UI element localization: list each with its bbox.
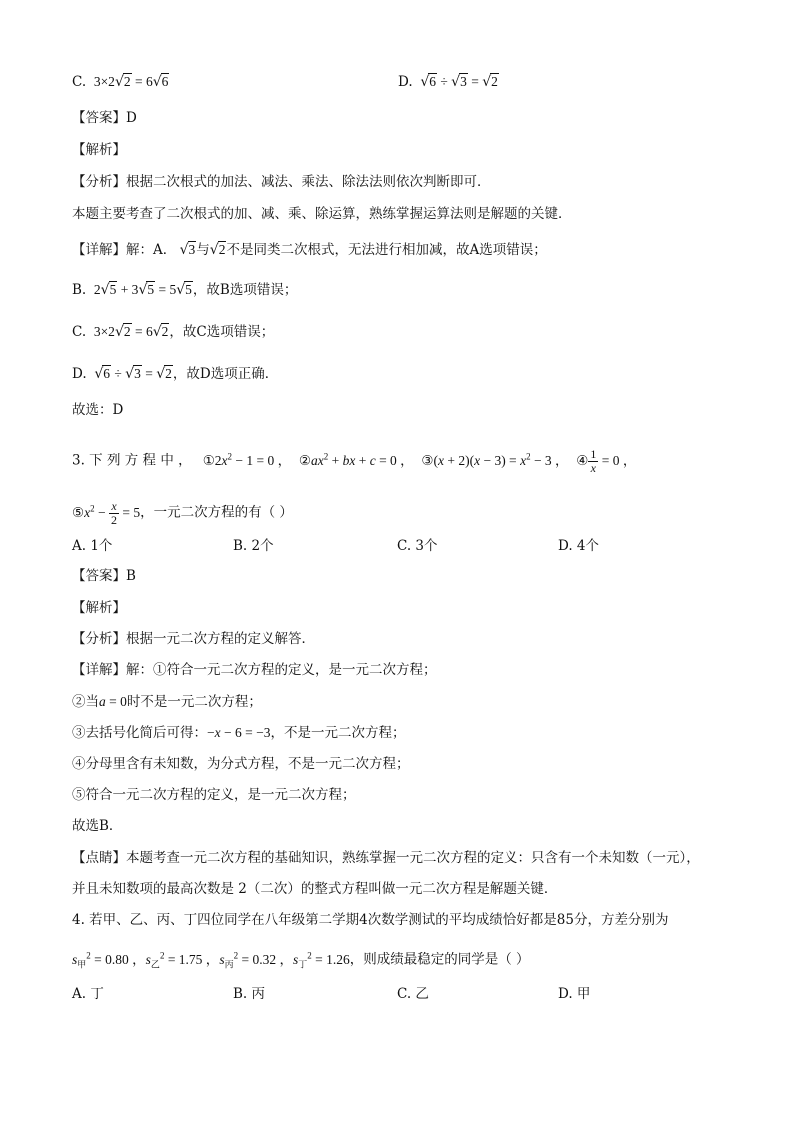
q3-detail-5 — [72, 785, 356, 805]
option-label: C. — [72, 74, 87, 90]
option-label: D. — [72, 366, 87, 382]
fenxi-text: 根据二次根式的加法、减法、乘法、除法法则依次判断即可． — [126, 174, 491, 190]
q3-option-a: A. 1个 — [72, 538, 113, 554]
equation-4: ④ $\frac{1}{x}$ = 0 ， — [572, 446, 637, 475]
conclusion-text: 故选B． — [72, 818, 123, 834]
equation-2: $②ax^2$ + bx + c = 0 ， — [295, 451, 414, 468]
question-stem: 3. 下 列 方 程 中 ， — [72, 452, 192, 469]
detail-intro: 解：A． — [126, 242, 177, 258]
math-expression: √3与√2 — [179, 242, 226, 258]
detail-text: 不是同类二次根式，无法进行相加减，故A选项错误； — [226, 242, 547, 258]
detail-tag: 【详解】 — [72, 662, 126, 678]
q3-option-b: B. 2个 — [233, 538, 274, 554]
q2-detail-d — [72, 364, 278, 384]
q2-summary — [72, 204, 572, 224]
math-expression: 3×2√2 = 6√2 — [90, 324, 169, 340]
summary-text: 本题主要考查了二次根式的加、减、乘、除运算，熟练掌握运算法则是解题的关键． — [72, 206, 572, 222]
q3-detail-1 — [72, 660, 437, 680]
equation-3: ③(x + $2)(x - 3) = x^2 - 3$ ， — [417, 451, 569, 468]
fenxi-text: 根据一元二次方程的定义解答． — [126, 631, 315, 647]
answer-value: D — [126, 110, 137, 126]
math-expression: a = 0 — [99, 694, 127, 709]
q3-option-c: C. 3个 — [397, 538, 438, 554]
q3-detail-2 — [72, 692, 262, 712]
variance-expression: $s_甲^2 = 0.80$ ，$s_乙^2 = 1.75$ ，$s_丙^2 = 0.32$ ，$s_丁^2 = 1.26$ — [72, 950, 350, 970]
dianjing-tag: 【点睛】 — [72, 850, 126, 866]
q4-option-c: C. 乙 — [397, 986, 429, 1002]
q2-detail-c — [72, 322, 274, 342]
q3-detail-3 — [72, 723, 405, 743]
dianjing-text: 本题考查一元二次方程的基础知识，熟练掌握一元二次方程的定义：只含有一个未知数（一元）， — [126, 850, 700, 866]
q2-fenxi — [72, 172, 491, 192]
q3-analysis-tag — [72, 598, 126, 618]
q2-conclusion — [72, 400, 123, 420]
q3-fenxi — [72, 629, 315, 649]
detail-text: 解：①符合一元二次方程的定义，是一元二次方程； — [126, 662, 437, 678]
question-stem: 4. 若甲、乙、丙、丁四位同学在八年级第二学期4次数学测试的平均成绩恰好都是85分，方差分别为 — [72, 912, 669, 928]
fenxi-tag: 【分析】 — [72, 174, 126, 190]
answer-tag: 【答案】 — [72, 110, 126, 126]
option-label: B. — [72, 282, 87, 298]
analysis-tag: 【解析】 — [72, 142, 126, 158]
detail-text: ，故D选项正确． — [172, 366, 279, 382]
q2-analysis-tag — [72, 140, 126, 160]
detail-text: ⑤符合一元二次方程的定义，是一元二次方程； — [72, 787, 356, 803]
q4-option-b: B. 丙 — [233, 986, 266, 1002]
q2-option-c — [72, 72, 169, 92]
option-label: D. — [398, 74, 413, 90]
math-expression: 2√5 + 3√5 = 5√5 — [90, 282, 192, 298]
q3-option-d: D. 4个 — [558, 538, 600, 554]
q2-option-d — [398, 72, 499, 92]
option-label: C. — [72, 324, 87, 340]
equation-1: $①2x^2 - 1 = 0$ ， — [195, 451, 292, 468]
q3-stem — [72, 446, 636, 475]
math-expression: √6 ÷ √3 = √2 — [94, 366, 172, 382]
detail-text: ，故B选项错误； — [192, 282, 298, 298]
question-stem-end: ，一元二次方程的有（ ） — [140, 504, 293, 521]
detail-text: 时不是一元二次方程； — [126, 694, 262, 710]
equation-5: $⑤x^2$ − $\frac{x}{2}$ = 5 — [72, 498, 141, 527]
fenxi-tag: 【分析】 — [72, 631, 126, 647]
q2-answer — [72, 108, 137, 128]
math-expression: 3×2√2 = 6√6 — [90, 74, 169, 90]
q2-detail-b — [72, 280, 297, 300]
q3-dianjing-line2 — [72, 879, 557, 899]
detail-tag: 【详解】 — [72, 242, 126, 258]
q4-stem — [72, 910, 668, 930]
q2-detail-a — [72, 240, 547, 260]
q3-answer — [72, 566, 136, 586]
detail-text: ，不是一元二次方程； — [270, 725, 406, 741]
q4-option-a: A. 丁 — [72, 986, 104, 1002]
detail-text: ②当 — [72, 694, 99, 710]
detail-text: ③去括号化简后可得： — [72, 725, 207, 741]
analysis-tag: 【解析】 — [72, 600, 126, 616]
q3-stem-line2 — [72, 498, 293, 527]
q4-stem-line2 — [72, 945, 530, 974]
answer-tag: 【答案】 — [72, 568, 126, 584]
math-expression: √6 ÷ √3 = √2 — [420, 74, 498, 90]
conclusion-text: 故选：D — [72, 402, 124, 418]
dianjing-text: 并且未知数项的最高次数是 2（二次）的整式方程叫做一元二次方程是解题关键． — [72, 881, 558, 897]
q3-detail-4 — [72, 754, 410, 774]
q3-conclusion — [72, 816, 122, 836]
answer-value: B — [126, 568, 136, 584]
q4-option-d: D. 甲 — [558, 986, 591, 1002]
math-expression: −x − 6 = −3 — [207, 725, 271, 740]
question-stem-end: ，则成绩最稳定的同学是（ ） — [349, 951, 530, 968]
q3-dianjing — [72, 848, 700, 868]
detail-text: ④分母里含有未知数，为分式方程，不是一元二次方程； — [72, 756, 410, 772]
detail-text: ，故C选项错误； — [169, 324, 275, 340]
